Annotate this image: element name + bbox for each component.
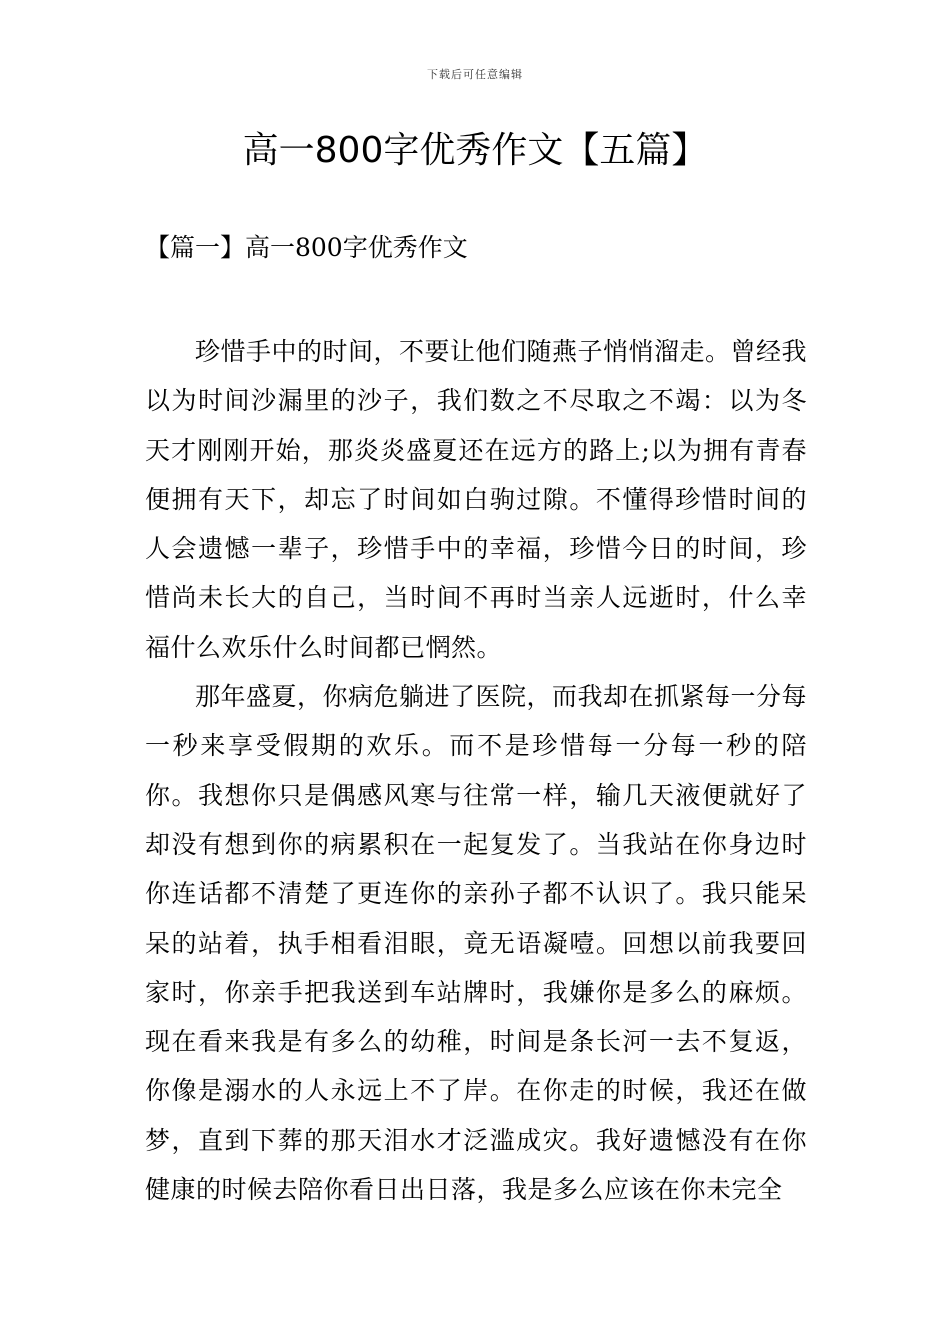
- paragraph-2: 那年盛夏，你病危躺进了医院，而我却在抓紧每一分每一秒来享受假期的欢乐。而不是珍惜每一分每一秒的陪你。我想你只是偶感风寒与往常一样，输几天液便就好了却没有想到你的病累积在一起复发了。当我站在你身边时你连话都不清楚了更连你的亲孙子都不认识了。我只能呆呆的站着，执手相看泪眼，竟无语凝噎。回想以前我要回家时，你亲手把我送到车站牌时，我嫌你是多么的麻烦。现在看来我是有多么的幼稚，时间是条长河一去不复返，你像是溺水的人永远上不了岸。在你走的时候，我还在做梦，直到下葬的那天泪水才泛滥成灾。我好遗憾没有在你健康的时候去陪你看日出日落，我是多么应该在你未完全: [145, 682, 808, 1205]
- article-body: [145, 327, 807, 1214]
- paragraph-1: 珍惜手中的时间，不要让他们随燕子悄悄溜走。曾经我以为时间沙漏里的沙子，我们数之不尽取之不竭：以为冬天才刚刚开始，那炎炎盛夏还在远方的路上;以为拥有青春便拥有天下，却忘了时间如白驹过隙。不懂得珍惜时间的人会遗憾一辈子，珍惜手中的幸福，珍惜今日的时间，珍惜尚未长大的自己，当时间不再时当亲人远逝时，什么幸福什么欢乐什么时间都已惘然。: [145, 337, 808, 662]
- page-title: 高一800字优秀作文【五篇】: [242, 130, 708, 171]
- section-heading: 【篇一】高一800字优秀作文: [145, 233, 468, 262]
- header-note: 下载后可任意编辑: [427, 68, 523, 81]
